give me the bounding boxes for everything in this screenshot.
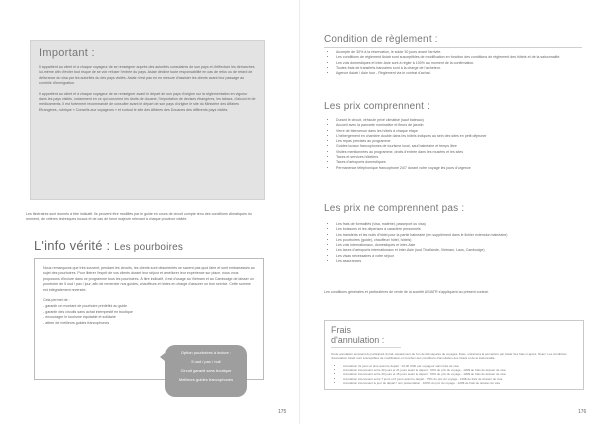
annulation-item: • Annulation intervenant entre 20 jours et 15 jours avant le départ : 50% du prix du voyage - 100$ de frais de dossier de visa — [343, 372, 577, 376]
info-verite-heading — [34, 238, 266, 253]
important-box — [30, 40, 265, 200]
ne-comprennent-pas-item: • Les vols internationaux, domestiques et inter-Asie — [336, 243, 586, 248]
right-page — [300, 0, 600, 424]
important-paragraph-1: Il appartient au client et à chaque voyageur de se renseigner auprès des autorités consulaires de son pays et d'effectuer les démarches lui-même afin d'éviter tout risque de se voir refuser l'entrée du pays. Asiatr décline toute responsabilité en cas de refus ou de retard de délivrance du visa par les autorités du des pays visités. Asiatr n'est pas en en mesure d'assister les clients avant leur passage au contrôle d'immigration. — [39, 65, 255, 86]
annulation-list — [331, 364, 577, 385]
comprennent-list — [324, 118, 586, 171]
bubble-line-2: 5 usd / pax / nuit — [191, 359, 221, 364]
reglement-divider — [324, 47, 582, 48]
comprennent-item: • Permanence téléphonique francophone 24/7 durant votre voyage les jours d'urgence — [336, 166, 586, 171]
important-paragraph-2: Il appartient au client et à chaque voyageur de se renseigner avant le départ de son pays d'origine sur la réglementation en vigueur dans les pays visités, notamment en ce qui concerne les droits de douane, l'importation de devises étrangères, les tabacs, d'alcool et de médicaments. Il est fortement recommandé de consulter avant le départ de son pays d'origine le site du Ministère des Affaires Etrangères, rubrique « Conseils aux voyageurs » et surtout le site des Affaires des Douanes des différents pays visités. — [39, 91, 256, 112]
reglement-item: • Les conditions de règlement Asiatr sont susceptibles de modification en fonction des conditions de règlement des hôtels et de la saisonnalité. — [336, 55, 586, 60]
ne-comprennent-pas-list — [324, 222, 586, 264]
bubble-line-3: Circuit garanti sans boutique — [180, 368, 232, 373]
annulation-item: • Annulation 31 jours et plus avant le départ : 10,00 USD par voyageur sans frais de visa — [343, 364, 577, 368]
comprennent-item: • Verre de bienvenue dans les hôtels à chaque étape — [336, 129, 586, 134]
comprennent-item: • Durant le circuit, véhicule privé climatisé (sauf bateaux) — [336, 118, 586, 123]
reglement-list — [324, 50, 586, 76]
comprennent-item: • Accueil avec la pancarte nominative et fleurs de jasmin — [336, 123, 586, 128]
ne-comprennent-pas-item: • Les pourboires (guide), chauffeur/ hôtel, hôtels) — [336, 238, 586, 243]
comprennent-item: • Guides locaux francophones de tourisme local, sauf balnéaire et temps libre — [336, 144, 586, 149]
comprennent-title: Les prix comprennent : — [324, 101, 431, 112]
comprennent-item: • Visites mentionnées au programme, droits d'entrée dans les musées et les sites — [336, 150, 586, 155]
bubble-line-4: Meilleurs guides francophones — [178, 377, 234, 382]
conditions-generales-note: Les conditions générales et particulières de vente de la société ASIATR s'appliquent au présent contrat. — [324, 290, 489, 294]
ne-comprennent-pas-item: • Les frais de formalités (visa, matériel, passeport ou visa) — [336, 222, 586, 227]
ne-comprennent-pas-item: • Les assurances — [336, 259, 586, 264]
tips-option-bubble — [165, 345, 247, 397]
annulation-item: • Annulation intervenant entre 7 jours et 5 jours avant le départ : 75% du prix du voyage - 100$ de frais de dossier de visa — [343, 377, 577, 381]
info-verite-paragraph: Nous remarquons que très souvent, pendant les circuits, les clients sont désorientés ne savent pas quoi faire et sont embarrassés au sujet des pourboires. Pour libérer l'esprit de vos clients durant leur séjour et améliorer leur expérience sur place, nous vous proposons d'inclure dans ce programme tous les pourboires. À titre indicatif, il est d'usage au Vietnam et au Cambodge de laisser un pourboire de 5 usd / pax / jour, afin de remercier nos guides, chauffeurs et hôtes en charge d'assurer un bon service. Cette somme est intégralement reversée. — [43, 266, 255, 292]
reglement-item: • Acompte de 30% à la réservation, le solde 30 jours avant l'arrivée. — [336, 50, 586, 55]
comprennent-item: • Les repas précisés au programme — [336, 139, 586, 144]
page-number-right: 176 — [578, 409, 587, 415]
annulation-item: • Annulation intervenant entre 30 jours et 21 jours avant le départ : 30% du prix du voyage - 100$ de frais de dossier de visa — [343, 368, 577, 372]
info-verite-point: - attirer de meilleurs guides francophones — [43, 320, 110, 325]
annulation-box — [324, 320, 584, 390]
page-number-left: 175 — [278, 409, 287, 415]
annulation-intro: Toute annulation émanant du participant du fait, séparément de l'un de fait séparés de voyages, listés, entraînera la perception par Asiatr des frais ci-après. Notez: Les conditions d'annulation Asiatr sont susceptibles de modification en fonction des conditions d'annulation des hôtels et de la saisonnalité. — [331, 352, 567, 361]
ne-comprennent-pas-item: • Les taxes d'aéroports internationaux et inter-Asie (sud Thaïlande, Vietnam, Laos, Cambodge) — [336, 248, 586, 253]
reglement-title: Condition de règlement : — [324, 34, 438, 45]
reglement-item: • Toutes frais de transferts bancaires sont à la charge de l'acheteur. — [336, 66, 586, 71]
comprennent-item: • Taxes d'aéroports domestiques — [336, 160, 586, 165]
annulation-title: Frais d'annulation : — [331, 325, 401, 348]
ne-comprennent-pas-item: • Les transferts et les nuits d'hôtel pour la partie balnéaire (en supplément dans le fichier extension balnéaire) — [336, 233, 586, 238]
info-verite-subtitle: Les pourboires — [114, 242, 184, 253]
info-verite-point: - encourager le tourisme équitable et solidaire — [43, 315, 116, 320]
info-verite-point: - garantir des circuits sans achat intempestif en boutique — [43, 309, 133, 314]
reglement-item: • Les vols domestiques et inter-Asie sont à régler à 100% au moment de la confirmation. — [336, 61, 586, 66]
info-verite-intro: Cela permet de : — [43, 298, 70, 303]
info-verite-title: L'info vérité : — [34, 238, 111, 253]
annulation-item: • Annulation intervenant le jour du départ / non présentation : 100% du prix du voyage - 100$ de frais de dossier de visa — [343, 381, 577, 385]
comprennent-item: • L'hébergement en chambre double dans les hôtels indiqués au sein des sites en petit déjeuner — [336, 134, 586, 139]
ne-comprennent-pas-item: • Les visas nécessaires à votre séjour — [336, 254, 586, 259]
ne-comprennent-pas-title: Les prix ne comprennent pas : — [324, 203, 465, 214]
important-title: Important : — [39, 47, 95, 59]
itinerary-note: Les itinéraires sont donnés à titre indicatif. Ils peuvent être modifiés par le guide en cours de circuit compte tenu des conditions climatiques du moment, de critères techniques locaux et de cas de force majeure relevant à chaque province visitée. — [26, 212, 252, 222]
info-verite-point: - garantir un montant de pourboire prédéfini au guide — [43, 304, 128, 309]
reglement-item: • Agence Asiatr / Asie tour - Règlement via le contrat d'achat. — [336, 71, 586, 76]
comprennent-item: • Taxes et services hôteliers — [336, 155, 586, 160]
bubble-line-1: Option pourboires à inclure : — [180, 350, 232, 355]
ne-comprennent-pas-item: • Les boissons et les dépenses à caractère personnels — [336, 227, 586, 232]
